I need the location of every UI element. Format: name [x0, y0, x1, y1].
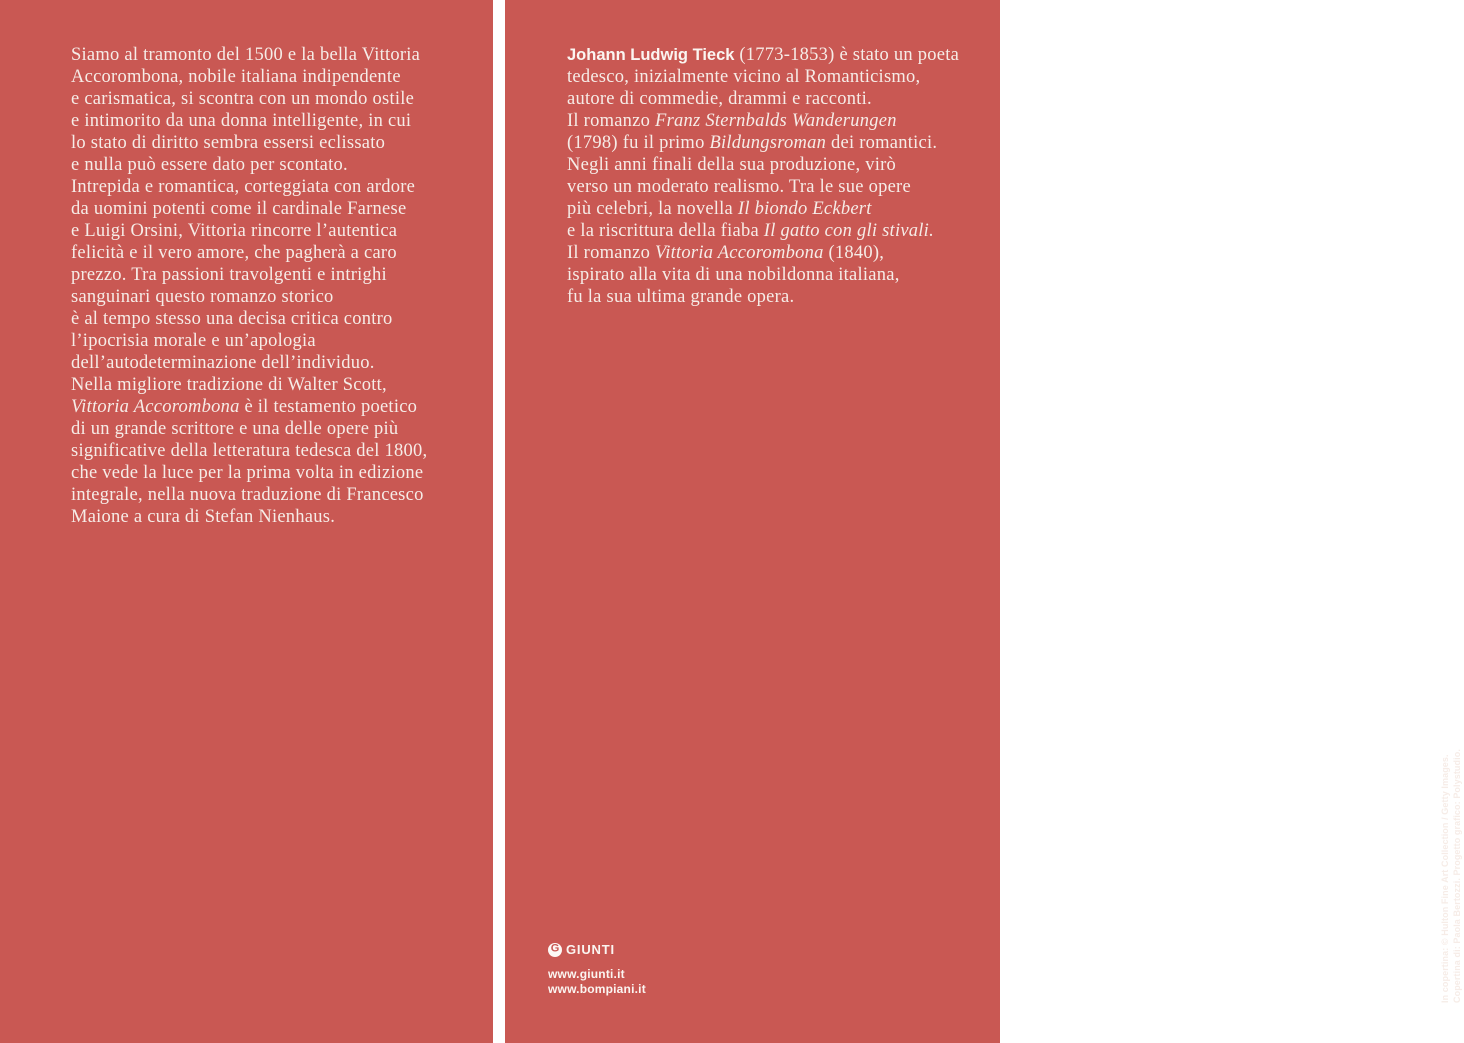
- text-line: più celebri, la novella Il biondo Eckbert: [567, 199, 872, 219]
- text-line: Johann Ludwig Tieck (1773-1853) è stato un poeta: [567, 45, 960, 65]
- publisher-block: [548, 942, 646, 996]
- author-bio: [567, 44, 959, 308]
- text-line: di un grande scrittore e una delle opere più: [71, 419, 399, 439]
- text-line: e carismatica, si scontra con un mondo ostile: [71, 89, 415, 109]
- text-line: e intimorito da una donna intelligente, in cui: [71, 111, 412, 131]
- text-line: dell’autodeterminazione dell’individuo.: [71, 353, 375, 373]
- text-line: Il romanzo Franz Sternbalds Wanderungen: [567, 111, 897, 131]
- text-line: sanguinari questo romanzo storico: [71, 287, 334, 307]
- publisher-websites: [548, 967, 646, 996]
- text-line: e Luigi Orsini, Vittoria rincorre l’autentica: [71, 221, 398, 241]
- text-line: Intrepida e romantica, corteggiata con ardore: [71, 177, 416, 197]
- right-flap: [505, 0, 1462, 1043]
- text-line: Nella migliore tradizione di Walter Scott,: [71, 375, 387, 395]
- text-line: Accorombona, nobile italiana indipendente: [71, 67, 401, 87]
- text-line: e nulla può essere dato per scontato.: [71, 155, 348, 175]
- text-line: e la riscrittura della fiaba Il gatto con gli stivali.: [567, 221, 934, 241]
- text-line: (1798) fu il primo Bildungsroman dei romantici.: [567, 133, 938, 153]
- text-line: significative della letteratura tedesca del 1800,: [71, 441, 428, 461]
- text-line: è al tempo stesso una decisa critica contro: [71, 309, 393, 329]
- text-line: tedesco, inizialmente vicino al Romanticismo,: [567, 67, 921, 87]
- text-line: da uomini potenti come il cardinale Farnese: [71, 199, 407, 219]
- text-line: Negli anni finali della sua produzione, virò: [567, 155, 897, 175]
- cover-credits-line1: In copertina: © Hulton Fine Art Collection / Getty Images.: [1440, 754, 1450, 1003]
- text-line: integrale, nella nuova traduzione di Francesco: [71, 485, 424, 505]
- text-line: l’ipocrisia morale e un’apologia: [71, 331, 316, 351]
- text-line: felicità e il vero amore, che pagherà a caro: [71, 243, 397, 263]
- text-line: ispirato alla vita di una nobildonna italiana,: [567, 265, 900, 285]
- giunti-logo-icon: [548, 943, 562, 957]
- giunti-logo-letter: G: [550, 942, 560, 955]
- text-line: lo stato di diritto sembra essersi eclissato: [71, 133, 386, 153]
- text-line: prezzo. Tra passioni travolgenti e intrighi: [71, 265, 387, 285]
- left-flap: [0, 0, 493, 1043]
- text-line: fu la sua ultima grande opera.: [567, 287, 795, 307]
- text-line: che vede la luce per la prima volta in edizione: [71, 463, 424, 483]
- text-line: Siamo al tramonto del 1500 e la bella Vittoria: [71, 45, 421, 65]
- text-line: Vittoria Accorombona è il testamento poetico: [71, 397, 418, 417]
- text-line: Maione a cura di Stefan Nienhaus.: [71, 507, 336, 527]
- flap-fold-gutter: [493, 0, 505, 1043]
- text-line: autore di commedie, drammi e racconti.: [567, 89, 872, 109]
- cover-credits: [1439, 737, 1464, 1003]
- text-line: Il romanzo Vittoria Accorombona (1840),: [567, 243, 885, 263]
- left-flap-synopsis: [71, 44, 427, 528]
- cover-credits-line2: Copertina di: Paola Bertozzi. Progetto grafico: Polystudio.: [1452, 749, 1462, 1003]
- giunti-logo: [548, 942, 646, 957]
- giunti-logo-text: GIUNTI: [566, 942, 615, 957]
- text-line: verso un moderato realismo. Tra le sue opere: [567, 177, 911, 197]
- website-giunti: www.giunti.it: [548, 967, 625, 981]
- website-bompiani: www.bompiani.it: [548, 981, 646, 996]
